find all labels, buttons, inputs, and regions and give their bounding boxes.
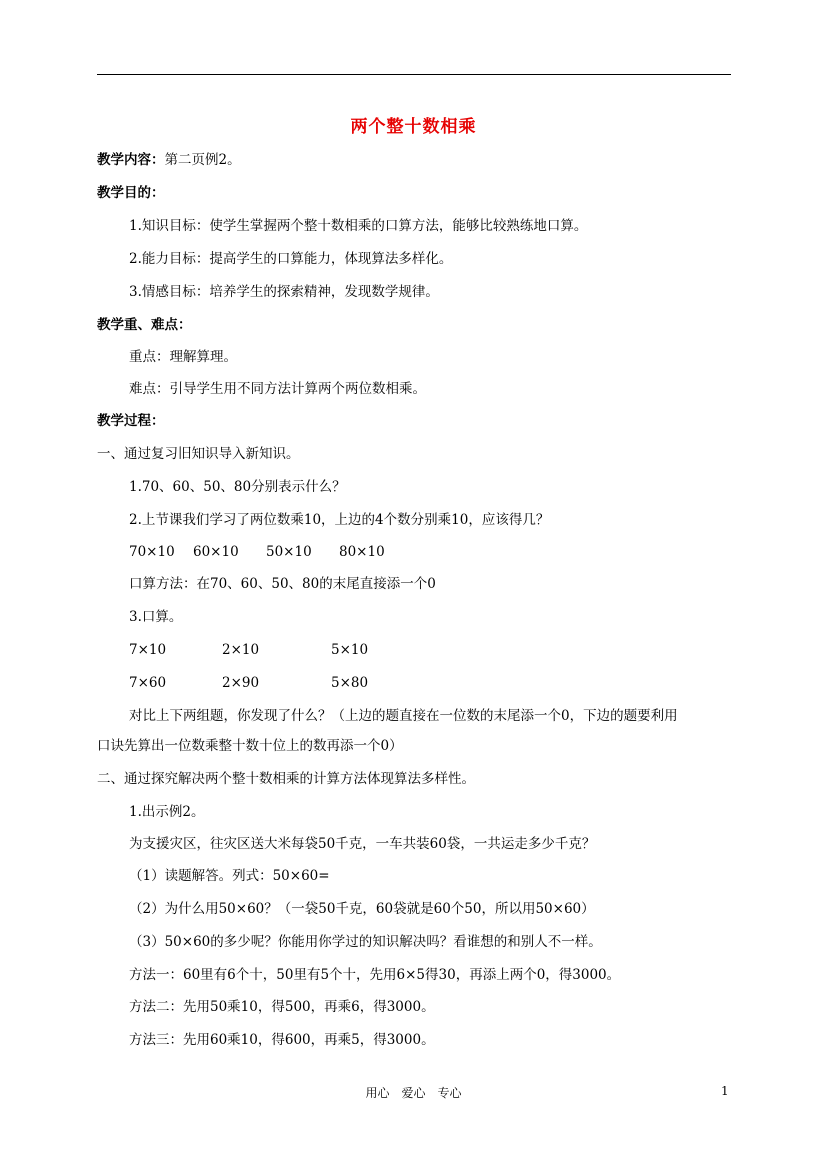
mental-calc-label: 3.口算。 (129, 609, 183, 625)
process-heading: 教学过程： (97, 413, 165, 429)
step-1: （1）读题解答。列式：50×60= (129, 868, 330, 884)
goals-heading: 教学目的： (97, 185, 165, 201)
page-footer: 用心 爱心 专心 (365, 1086, 462, 1100)
calc-item: 5×80 (331, 675, 369, 691)
goal-item: 1.知识目标：使学生掌握两个整十数相乘的口算方法，能够比较熟练地口算。 (129, 218, 588, 234)
review-question-2: 2.上节课我们学习了两位数乘10，上边的4个数分别乘10，应该得几？ (129, 512, 550, 528)
goal-item: 2.能力目标：提高学生的口算能力，体现算法多样化。 (129, 251, 453, 267)
page-number: 1 (721, 1084, 729, 1098)
expression: 80×10 (339, 544, 385, 560)
method-1: 方法一：60里有6个十，50里有5个十，先用6×5得30，再添上两个0，得3000。 (129, 967, 621, 983)
part1-heading: 一、通过复习旧知识导入新知识。 (97, 446, 300, 462)
content-label: 教学内容： (97, 152, 165, 168)
step-2: （2）为什么用50×60？（一袋50千克，60袋就是60个50，所以用50×60） (129, 901, 595, 917)
method-3: 方法三：先用60乘10，得600，再乘5，得3000。 (129, 1032, 435, 1048)
expression: 50×10 (266, 544, 312, 560)
step-3: （3）50×60的多少呢？你能用你学过的知识解决吗？看谁想的和别人不一样。 (129, 934, 602, 950)
part2-heading: 二、通过探究解决两个整十数相乘的计算方法体现算法多样性。 (97, 771, 475, 787)
content-line (97, 150, 241, 170)
calc-item: 7×10 (129, 642, 167, 658)
document-title: 两个整十数相乘 (350, 117, 477, 137)
calc-item: 5×10 (331, 642, 369, 658)
calc-item: 2×90 (222, 675, 260, 691)
header-rule (97, 74, 731, 75)
goal-item: 3.情感目标：培养学生的探索精神，发现数学规律。 (129, 284, 439, 300)
calc-item: 2×10 (222, 642, 260, 658)
review-question-1: 1.70、60、50、80分别表示什么？ (129, 479, 346, 495)
comparison-text-cont: 口诀先算出一位数乘整十数十位上的数再添一个0） (97, 738, 403, 754)
comparison-text: 对比上下两组题，你发现了什么？（上边的题直接在一位数的末尾添一个0，下边的题要利用 (129, 708, 678, 724)
expression: 60×10 (193, 544, 239, 560)
example-label: 1.出示例2。 (129, 804, 205, 820)
calc-item: 7×60 (129, 675, 167, 691)
key-point: 重点：理解算理。 (129, 349, 237, 365)
method-2: 方法二：先用50乘10，得500，再乘6，得3000。 (129, 999, 435, 1015)
word-problem: 为支援灾区，往灾区送大米每袋50千克，一车共装60袋，一共运走多少千克？ (129, 836, 596, 852)
expression: 70×10 (129, 544, 175, 560)
mental-method: 口算方法：在70、60、50、80的末尾直接添一个0 (129, 576, 436, 592)
content-text: 第二页例2。 (164, 152, 241, 168)
difficulty-point: 难点：引导学生用不同方法计算两个两位数相乘。 (129, 381, 426, 397)
key-points-heading: 教学重、难点： (97, 317, 192, 333)
